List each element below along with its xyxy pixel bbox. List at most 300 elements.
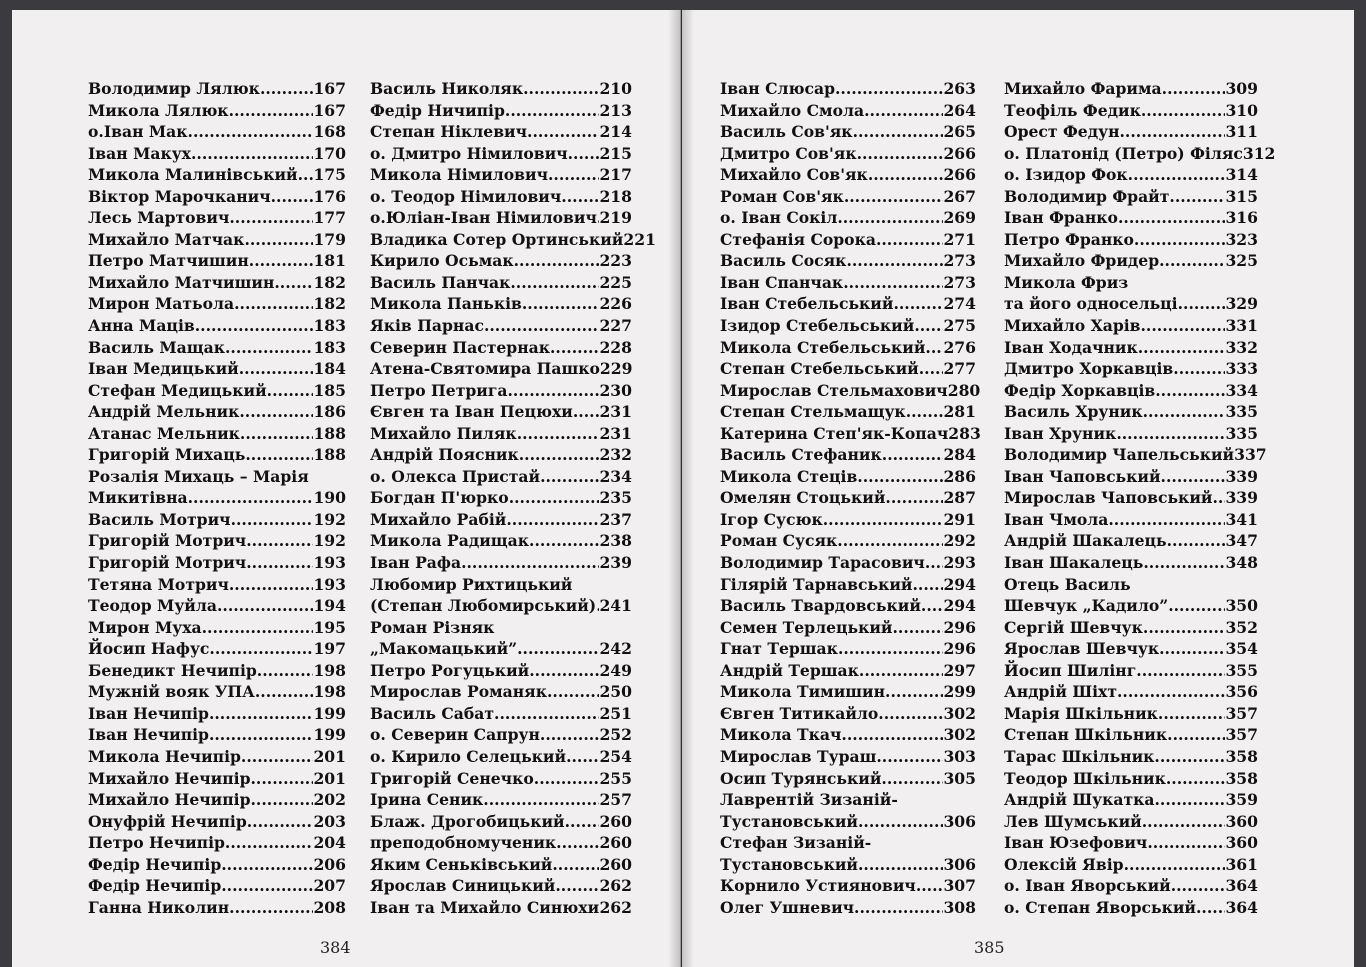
index-entry <box>370 509 632 531</box>
dot-leader <box>257 660 314 682</box>
entry-name: Йосип Шилінг <box>1004 660 1137 680</box>
entry-page: 356 <box>1225 682 1258 702</box>
dot-leader <box>854 897 943 919</box>
index-entry <box>1004 466 1258 488</box>
entry-name: Іван та Михайло Синюхи <box>370 897 600 917</box>
entry-page: 260 <box>599 811 632 831</box>
index-entry <box>1004 660 1258 682</box>
entry-page: 312 <box>1242 143 1276 163</box>
entry-name: Мирослав Романяк <box>370 682 547 702</box>
entry-name: о. Іван Яворський <box>1004 876 1171 896</box>
index-entry <box>370 401 632 423</box>
dot-leader <box>251 789 314 811</box>
index-entry <box>1004 358 1258 380</box>
entry-page: 292 <box>943 531 976 551</box>
index-entry <box>370 681 632 703</box>
index-entry <box>1004 574 1258 596</box>
index-entry <box>88 487 346 509</box>
index-entry <box>370 444 632 466</box>
entry-page: 179 <box>313 229 346 249</box>
index-entry <box>88 100 346 122</box>
dot-leader <box>540 724 600 746</box>
entry-name: Степан Стельмащук <box>720 402 906 422</box>
entry-name: Федір Нечипір <box>88 876 222 896</box>
dot-leader <box>1169 186 1225 208</box>
entry-name: Іван Нечипір <box>88 725 209 745</box>
page-number-left: 384 <box>320 938 351 957</box>
index-entry <box>1004 229 1258 251</box>
index-entry <box>370 466 632 488</box>
entry-name: Василь Николяк <box>370 79 524 98</box>
entry-page: 357 <box>1225 703 1258 723</box>
entry-page: 182 <box>313 294 346 314</box>
left-page <box>12 10 681 967</box>
dot-leader <box>916 875 944 897</box>
index-entry <box>720 875 976 897</box>
dot-leader <box>505 100 600 122</box>
index-entry <box>88 746 346 768</box>
entry-name: Роман Сов'як <box>720 186 844 206</box>
entry-page: 218 <box>599 186 632 206</box>
entry-page: 168 <box>313 122 346 142</box>
entry-page: 181 <box>313 251 346 271</box>
index-entry <box>1004 100 1258 122</box>
index-entry <box>370 186 632 208</box>
index-entry <box>88 681 346 703</box>
entry-page: 311 <box>1225 122 1258 142</box>
index-entry <box>88 78 346 100</box>
index-entry <box>720 811 976 833</box>
index-entry <box>720 681 976 703</box>
entry-page: 201 <box>313 768 346 788</box>
entry-name: Атанас Мельник <box>88 423 240 443</box>
dot-leader <box>892 617 943 639</box>
entry-page: 227 <box>599 316 632 336</box>
index-entry <box>1004 207 1258 229</box>
dot-leader <box>251 768 314 790</box>
dot-leader <box>221 875 313 897</box>
entry-page: 188 <box>313 423 346 443</box>
index-entry <box>1004 854 1258 876</box>
dot-leader <box>1167 724 1225 746</box>
entry-name: Владика Сотер Ортинський <box>370 229 624 249</box>
entry-page: 263 <box>943 79 976 98</box>
entry-name: Іван Чаповський <box>1004 466 1161 486</box>
index-entry <box>720 401 976 423</box>
dot-leader <box>876 229 944 251</box>
entry-name: Шевчук „Кадило” <box>1004 596 1169 616</box>
dot-leader <box>246 552 313 574</box>
dot-leader <box>1162 78 1226 100</box>
dot-leader <box>1141 100 1226 122</box>
entry-page: 364 <box>1225 876 1258 896</box>
entry-name: о. Іван Сокіл <box>720 208 838 228</box>
entry-name: Василь Сабат <box>370 703 495 723</box>
entry-page: 250 <box>599 682 632 702</box>
dot-leader <box>550 337 599 359</box>
dot-leader <box>925 552 944 574</box>
index-entry <box>1004 703 1258 725</box>
entry-page: 232 <box>599 445 632 465</box>
entry-name: о. Северин Сапрун <box>370 725 540 745</box>
entry-page: 207 <box>313 876 346 896</box>
entry-page: 204 <box>313 833 346 853</box>
entry-name: Мирон Матьола <box>88 294 235 314</box>
entry-page: 234 <box>599 466 632 486</box>
dot-leader <box>1159 250 1225 272</box>
entry-name: Григорій Михаць <box>88 445 246 465</box>
dot-leader <box>195 315 314 337</box>
dot-leader <box>229 207 313 229</box>
dot-leader <box>921 595 944 617</box>
index-entry <box>370 487 632 509</box>
entry-name: Михайло Матчишин <box>88 272 275 292</box>
entry-name: Михайло Смола <box>720 100 865 120</box>
entry-name: Іван Рафа <box>370 553 462 573</box>
entry-name: Катерина Степ'як-Копач <box>720 423 949 443</box>
dot-leader <box>925 337 943 359</box>
dot-leader <box>202 617 314 639</box>
dot-leader <box>519 444 600 466</box>
index-entry <box>720 574 976 596</box>
entry-name: Іван Спанчак <box>720 272 844 292</box>
entry-page: 214 <box>599 122 632 142</box>
dot-leader <box>841 724 943 746</box>
entry-name: Степан Ніклевич <box>370 122 528 142</box>
entry-page: 332 <box>1225 337 1258 357</box>
index-entry <box>370 121 632 143</box>
entry-page: 357 <box>1225 725 1258 745</box>
index-entry <box>370 250 632 272</box>
entry-name: Михайло Харів <box>1004 316 1141 336</box>
index-entry <box>370 100 632 122</box>
index-entry <box>88 423 346 445</box>
dot-leader <box>527 121 599 143</box>
dot-leader <box>878 703 943 725</box>
dot-leader <box>835 78 943 100</box>
entry-page: 249 <box>599 660 632 680</box>
index-entry <box>720 337 976 359</box>
index-entry <box>370 811 632 833</box>
entry-name: Микола Радищак <box>370 531 530 551</box>
index-column-left-2 <box>370 78 656 918</box>
entry-name: Володимир Тарасович <box>720 553 925 573</box>
index-entry <box>370 164 632 186</box>
entry-page: 352 <box>1225 617 1258 637</box>
entry-name: Марія Шкільник <box>1004 703 1158 723</box>
index-entry <box>720 250 976 272</box>
index-entry <box>1004 78 1258 100</box>
dot-leader <box>919 358 944 380</box>
entry-name: Володимир Чапельський <box>1004 445 1235 465</box>
index-entry <box>370 746 632 768</box>
dot-leader <box>846 250 943 272</box>
page-number-right: 385 <box>974 938 1005 957</box>
entry-page: 229 <box>599 359 633 379</box>
dot-leader <box>1171 875 1226 897</box>
dot-leader <box>1168 595 1225 617</box>
entry-name: Северин Пастернак <box>370 337 550 357</box>
entry-page: 203 <box>313 811 346 831</box>
index-entry <box>370 854 632 876</box>
entry-page: 175 <box>313 165 346 185</box>
dot-leader <box>209 638 313 660</box>
index-entry <box>370 315 632 337</box>
entry-name: Андрій Шіхт <box>1004 682 1117 702</box>
index-entry <box>1004 487 1258 509</box>
index-entry <box>720 768 976 790</box>
entry-page: 306 <box>943 854 976 874</box>
index-entry <box>720 789 976 811</box>
entry-name: Іван Шакалець <box>1004 553 1144 573</box>
entry-page: 185 <box>313 380 346 400</box>
dot-leader <box>882 444 944 466</box>
entry-name: Микола Фриз <box>1004 272 1129 292</box>
index-entry <box>720 186 976 208</box>
index-entry <box>720 617 976 639</box>
entry-page: 208 <box>313 897 346 917</box>
entry-page: 360 <box>1225 811 1258 831</box>
entry-name: Михайло Фарима <box>1004 79 1162 98</box>
dot-leader <box>188 121 314 143</box>
entry-name: Микола Паньків <box>370 294 522 314</box>
entry-name: Микола Малинівський <box>88 165 298 185</box>
right-page <box>682 10 1354 967</box>
entry-name: Ярослав Шевчук <box>1004 639 1160 659</box>
entry-page: 283 <box>948 423 981 443</box>
dot-leader <box>247 811 314 833</box>
dot-leader <box>209 724 313 746</box>
entry-name: Василь Сов'як <box>720 122 853 142</box>
index-entry <box>370 660 632 682</box>
entry-name: Лев Шумський <box>1004 811 1142 831</box>
entry-name: Петро Матчишин <box>88 251 249 271</box>
dot-leader <box>484 315 599 337</box>
dot-leader <box>1138 337 1226 359</box>
entry-page: 310 <box>1225 100 1258 120</box>
index-entry <box>1004 164 1258 186</box>
entry-page: 329 <box>1225 294 1258 314</box>
index-entry <box>1004 746 1258 768</box>
entry-page: 217 <box>599 165 632 185</box>
entry-name: Василь Стефаник <box>720 445 882 465</box>
entry-page: 302 <box>943 725 976 745</box>
entry-page: 198 <box>313 660 346 680</box>
dot-leader <box>1167 530 1226 552</box>
entry-page: 284 <box>943 445 976 465</box>
entry-name: преподобномученик <box>370 833 557 853</box>
entry-page: 296 <box>943 639 976 659</box>
index-entry <box>88 530 346 552</box>
entry-name: Іван Чмола <box>1004 509 1109 529</box>
dot-leader <box>573 401 600 423</box>
index-entry <box>720 100 976 122</box>
entry-name: Петро Петрига <box>370 380 508 400</box>
entry-page: 323 <box>1225 229 1258 249</box>
entry-page: 307 <box>943 876 976 896</box>
index-entry <box>88 229 346 251</box>
entry-name: Яків Парнас <box>370 316 484 336</box>
dot-leader <box>823 509 944 531</box>
index-entry <box>88 703 346 725</box>
index-entry <box>1004 272 1258 294</box>
index-column-right-1 <box>720 78 981 918</box>
entry-page: 291 <box>943 509 976 529</box>
dot-leader <box>517 638 599 660</box>
dot-leader <box>522 293 600 315</box>
entry-page: 347 <box>1225 531 1258 551</box>
index-entry <box>88 293 346 315</box>
entry-page: 264 <box>943 100 976 120</box>
index-column-right-2 <box>1004 78 1276 918</box>
entry-name: Кирило Осьмак <box>370 251 514 271</box>
index-column-left-1 <box>88 78 346 918</box>
index-entry <box>88 854 346 876</box>
index-entry <box>370 638 632 660</box>
dot-leader <box>857 143 944 165</box>
entry-name: Блаж. Дрогобицький <box>370 811 565 831</box>
entry-page: 239 <box>599 553 632 573</box>
dot-leader <box>838 638 944 660</box>
entry-name: Мирослав Тураш <box>720 746 877 766</box>
dot-leader <box>188 487 314 509</box>
dot-leader <box>239 358 314 380</box>
index-entry <box>370 768 632 790</box>
entry-name: Федір Нечипір <box>88 854 222 874</box>
entry-page: 299 <box>943 682 976 702</box>
entry-name: Стефан Медицький <box>88 380 267 400</box>
entry-page: 235 <box>599 488 632 508</box>
dot-leader <box>1118 207 1225 229</box>
index-entry <box>88 595 346 617</box>
index-entry <box>88 724 346 746</box>
dot-leader <box>885 487 943 509</box>
entry-name: Ярослав Синицький <box>370 876 556 896</box>
index-entry <box>720 121 976 143</box>
entry-page: 206 <box>313 854 346 874</box>
dot-leader <box>494 703 599 725</box>
entry-page: 265 <box>943 122 976 142</box>
entry-page: 280 <box>947 380 981 400</box>
index-entry <box>370 358 632 380</box>
index-entry <box>88 143 346 165</box>
dot-leader <box>217 595 313 617</box>
entry-page: 306 <box>943 811 976 831</box>
entry-page: 177 <box>313 208 346 228</box>
entry-page: 294 <box>943 574 976 594</box>
entry-name: Василь Панчак <box>370 272 511 292</box>
entry-page: 238 <box>599 531 632 551</box>
entry-name: Микола Нечипір <box>88 746 241 766</box>
index-entry <box>88 315 346 337</box>
entry-name: Отець Василь <box>1004 574 1131 594</box>
entry-page: 252 <box>599 725 632 745</box>
entry-name: Григорій Мотрич <box>88 531 247 551</box>
index-entry <box>88 574 346 596</box>
index-entry <box>720 703 976 725</box>
entry-name: Іван Юзефович <box>1004 833 1148 853</box>
index-entry <box>370 574 632 596</box>
entry-name: Тетяна Мотрич <box>88 574 229 594</box>
dot-leader <box>1154 789 1225 811</box>
dot-leader <box>568 143 600 165</box>
dot-leader <box>844 186 944 208</box>
dot-leader <box>1173 358 1225 380</box>
dot-leader <box>1120 121 1226 143</box>
dot-leader <box>529 660 599 682</box>
index-entry <box>370 229 656 251</box>
index-entry <box>1004 789 1258 811</box>
entry-name: Олексій Явір <box>1004 854 1124 874</box>
entry-page: 260 <box>599 854 632 874</box>
entry-name: Володимир Лялюк <box>88 79 260 98</box>
dot-leader <box>1155 380 1225 402</box>
dot-leader <box>1166 768 1226 790</box>
entry-page: 260 <box>599 833 632 853</box>
index-entry <box>88 164 346 186</box>
entry-name: Микола Тимишин <box>720 682 886 702</box>
index-entry <box>370 530 632 552</box>
index-entry <box>720 315 976 337</box>
index-entry <box>1004 617 1258 639</box>
index-entry <box>1004 724 1258 746</box>
entry-name: Євген Титикайло <box>720 703 879 723</box>
entry-name: Лесь Мартович <box>88 208 230 228</box>
entry-page: 277 <box>943 359 976 379</box>
entry-page: 269 <box>943 208 976 228</box>
entry-name: Іван Ходачник <box>1004 337 1138 357</box>
entry-name: (Степан Любомирський) <box>370 596 597 616</box>
dot-leader <box>510 272 599 294</box>
entry-name: Федір Хоркавців <box>1004 380 1156 400</box>
index-entry <box>720 897 976 919</box>
index-entry <box>720 143 976 165</box>
dot-leader <box>1178 293 1226 315</box>
entry-name: о. Ізидор Фок <box>1004 165 1128 185</box>
index-entry <box>370 595 632 617</box>
dot-leader <box>267 380 314 402</box>
dot-leader <box>1116 423 1225 445</box>
index-entry <box>720 444 976 466</box>
entry-page: 192 <box>313 531 346 551</box>
entry-name: Михайло Нечипір <box>88 768 251 788</box>
dot-leader <box>1161 466 1226 488</box>
index-entry <box>720 660 976 682</box>
entry-name: Мирослав Стельмахович <box>720 380 948 400</box>
entry-name: Орест Федун <box>1004 122 1120 142</box>
dot-leader <box>507 380 599 402</box>
index-entry <box>720 854 976 876</box>
index-entry <box>720 293 976 315</box>
entry-page: 316 <box>1225 208 1258 228</box>
entry-name: Іван Стебельський <box>720 294 894 314</box>
dot-leader <box>837 530 943 552</box>
index-entry <box>720 423 981 445</box>
dot-leader <box>858 854 943 876</box>
dot-leader <box>858 811 943 833</box>
index-entry <box>370 423 632 445</box>
index-entry <box>720 530 976 552</box>
entry-name: Любомир Рихтицький <box>370 574 573 594</box>
index-entry <box>88 186 346 208</box>
entry-name: Лаврентій Зизаній- <box>720 790 898 810</box>
dot-leader <box>246 530 313 552</box>
entry-name: Михайло Матчак <box>88 229 245 249</box>
dot-leader <box>225 337 313 359</box>
entry-name: Роман Різняк <box>370 617 495 637</box>
entry-page: 190 <box>313 488 346 508</box>
entry-page: 308 <box>943 897 976 917</box>
